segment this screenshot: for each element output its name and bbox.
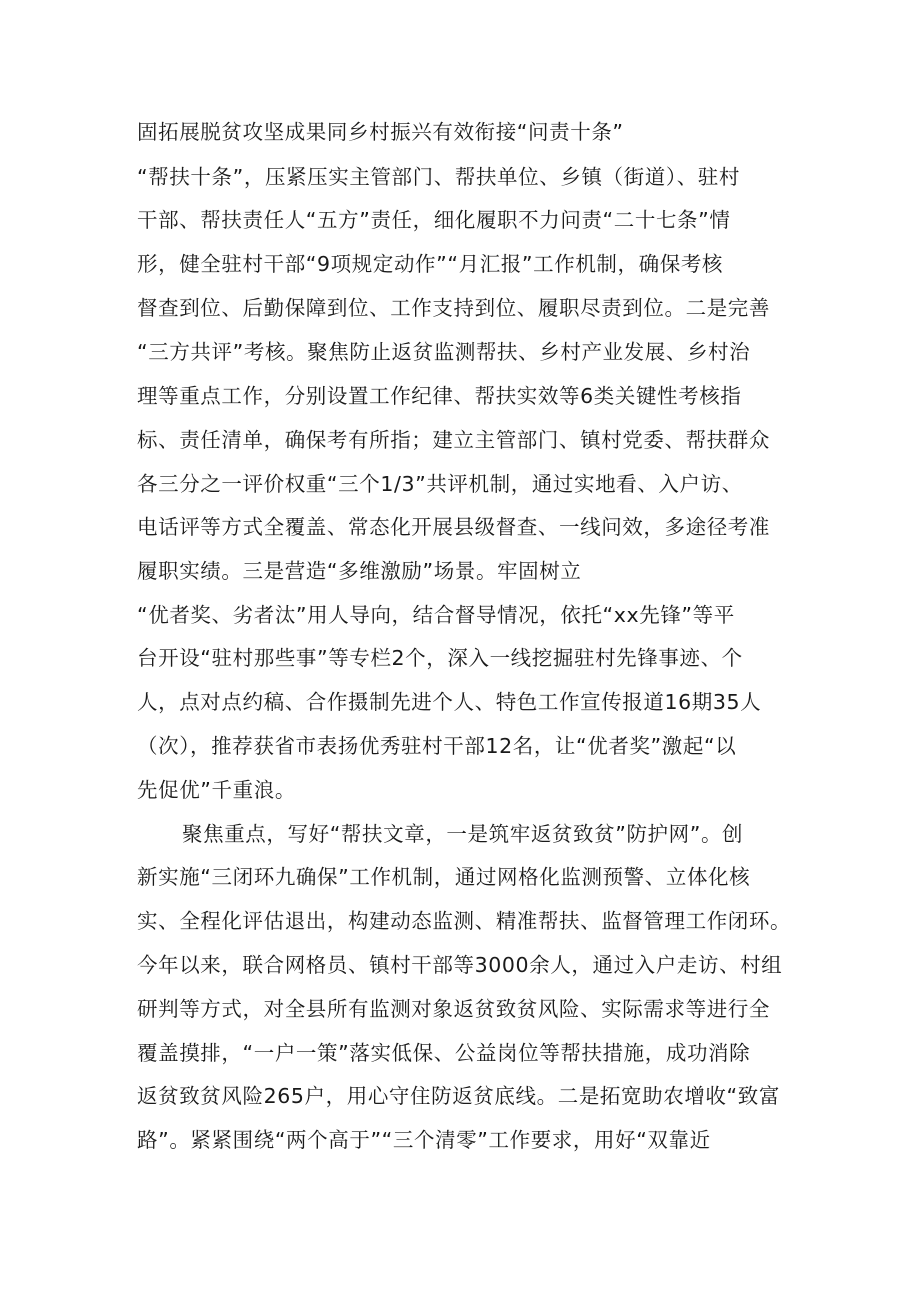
text-line: “帮扶十条”，压紧压实主管部门、帮扶单位、乡镇（街道）、驻村 [137,165,740,189]
text-line: 干部、帮扶责任人“五方”责任，细化履职不力问责“二十七条”情 [137,208,731,232]
text-line: 人，点对点约稿、合作摄制先进个人、特色工作宣传报道16期35人 [137,690,762,714]
text-line: 新实施“三闭环九确保”工作机制，通过网格化监测预警、立体化核 [137,865,751,889]
text-line: 返贫致贫风险265户，用心守住防返贫底线。二是拓宽助农增收“致富 [137,1084,780,1108]
text-line: 理等重点工作，分别设置工作纪律、帮扶实效等6类关键性考核指 [137,384,742,408]
text-line: 电话评等方式全覆盖、常态化开展县级督查、一线问效，多途径考准 [137,515,770,539]
text-line: 各三分之一评价权重“三个1/3”共评机制，通过实地看、入户访、 [137,472,743,496]
text-line: （次），推荐获省市表扬优秀驻村干部12名，让“优者奖”激起“以 [137,734,737,758]
text-line: 台开设“驻村那些事”等专栏2个，深入一线挖掘驻村先锋事迹、个 [137,646,743,670]
paragraph-first-line: 聚焦重点，写好“帮扶文章，一是筑牢返贫致贫”防护网”。创 [182,822,744,846]
text-line: 标、责任清单，确保考有所指；建立主管部门、镇村党委、帮扶群众 [137,428,770,452]
text-line: 覆盖摸排，“一户一策”落实低保、公益岗位等帮扶措施，成功消除 [137,1041,751,1065]
text-line: “三方共评”考核。聚焦防止返贫监测帮扶、乡村产业发展、乡村治 [137,340,751,364]
text-line: 固拓展脱贫攻坚成果同乡村振兴有效衔接“问责十条” [137,120,624,144]
text-line: 形，健全驻村干部“9项规定动作”“月汇报”工作机制，确保考核 [137,252,724,276]
text-line: 实、全程化评估退出，构建动态监测、精准帮扶、监督管理工作闭环。 [137,909,792,933]
text-line: 路”。紧紧围绕“两个高于”“三个清零”工作要求，用好“双靠近 [137,1128,711,1152]
text-line: 今年以来，联合网格员、镇村干部等3000余人，通过入户走访、村组 [137,953,783,977]
text-line: 研判等方式，对全县所有监测对象返贫致贫风险、实际需求等进行全 [137,997,770,1021]
text-line: 履职实绩。三是营造“多维激励”场景。牢固树立 [137,559,582,583]
text-line: “优者奖、劣者汰”用人导向，结合督导情况，依托“xx先锋”等平 [137,603,735,627]
text-line: 督查到位、后勤保障到位、工作支持到位、履职尽责到位。二是完善 [137,296,770,320]
text-line: 先促优”千重浪。 [137,778,296,802]
